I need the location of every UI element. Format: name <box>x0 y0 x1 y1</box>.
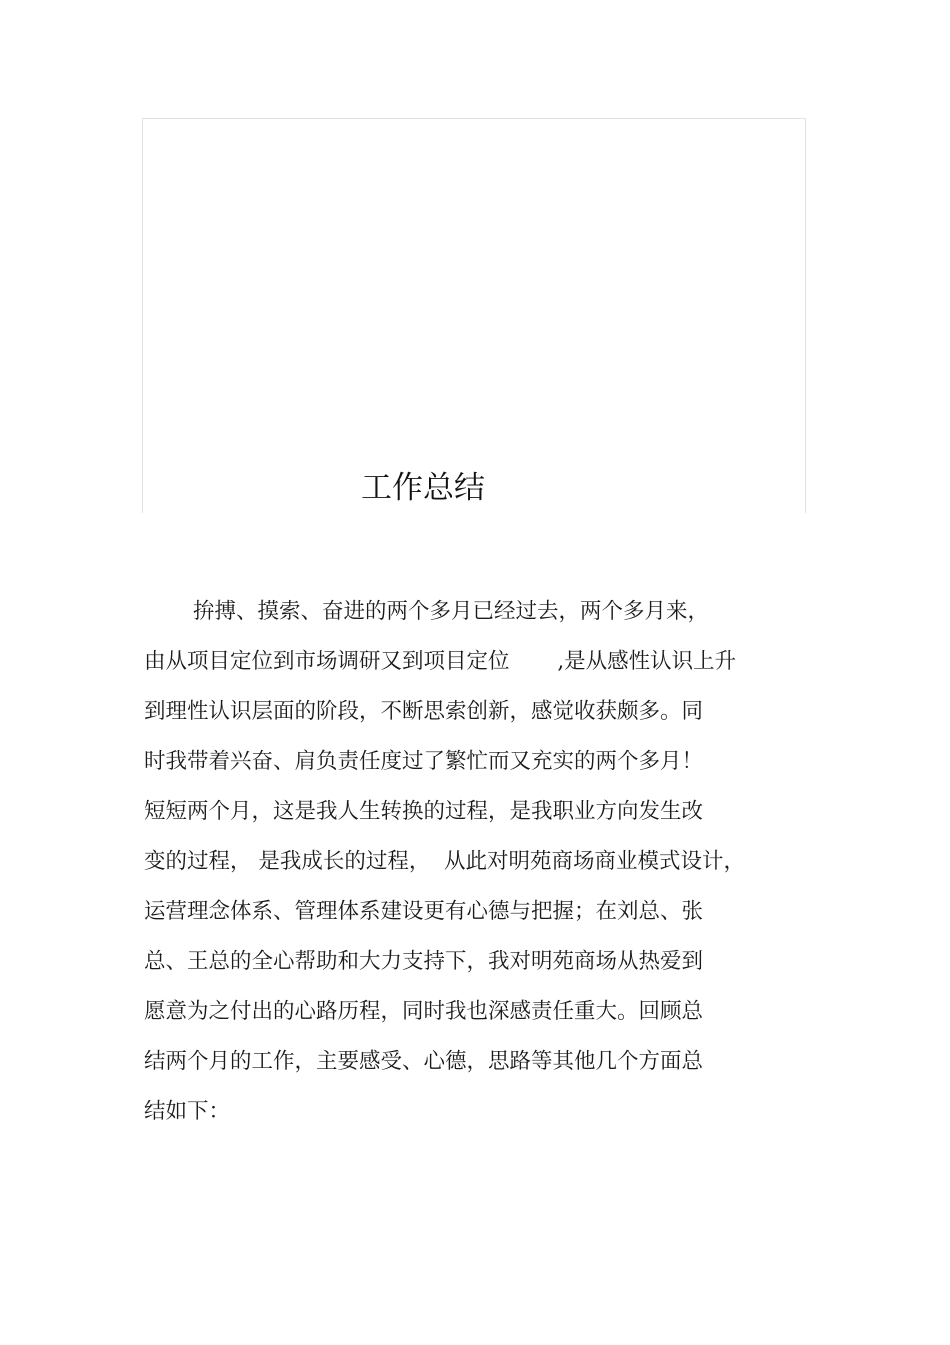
paragraph-line: 拚搏、摸索、奋进的两个多月已经过去，两个多月来， <box>193 599 710 624</box>
paragraph-line: 愿意为之付出的心路历程，同时我也深感责任重大。回顾总 <box>144 999 704 1024</box>
page-title: 工作总结 <box>361 470 485 506</box>
paragraph-line: 结如下： <box>144 1099 231 1124</box>
cover-frame <box>142 118 806 513</box>
paragraph-line: 运营理念体系、管理体系建设更有心德与把握；在刘总、张 <box>144 899 704 924</box>
paragraph-line: 结两个月的工作，主要感受、心德，思路等其他几个方面总 <box>144 1049 704 1074</box>
paragraph-line: 短短两个月，这是我人生转换的过程，是我职业方向发生改 <box>144 799 704 824</box>
paragraph-line: 时我带着兴奋、肩负责任度过了繁忙而又充实的两个多月！ <box>144 749 704 774</box>
paragraph-line: 由从项目定位到市场调研又到项目定位 ,是从感性认识上升 <box>144 649 737 674</box>
paragraph-line: 到理性认识层面的阶段，不断思索创新，感觉收获颇多。同 <box>144 699 704 724</box>
paragraph-line: 总、王总的全心帮助和大力支持下，我对明苑商场从热爱到 <box>144 949 704 974</box>
paragraph-line: 变的过程， 是我成长的过程， 从此对明苑商场商业模式设计， <box>144 849 746 874</box>
body-paragraph <box>144 590 794 1140</box>
